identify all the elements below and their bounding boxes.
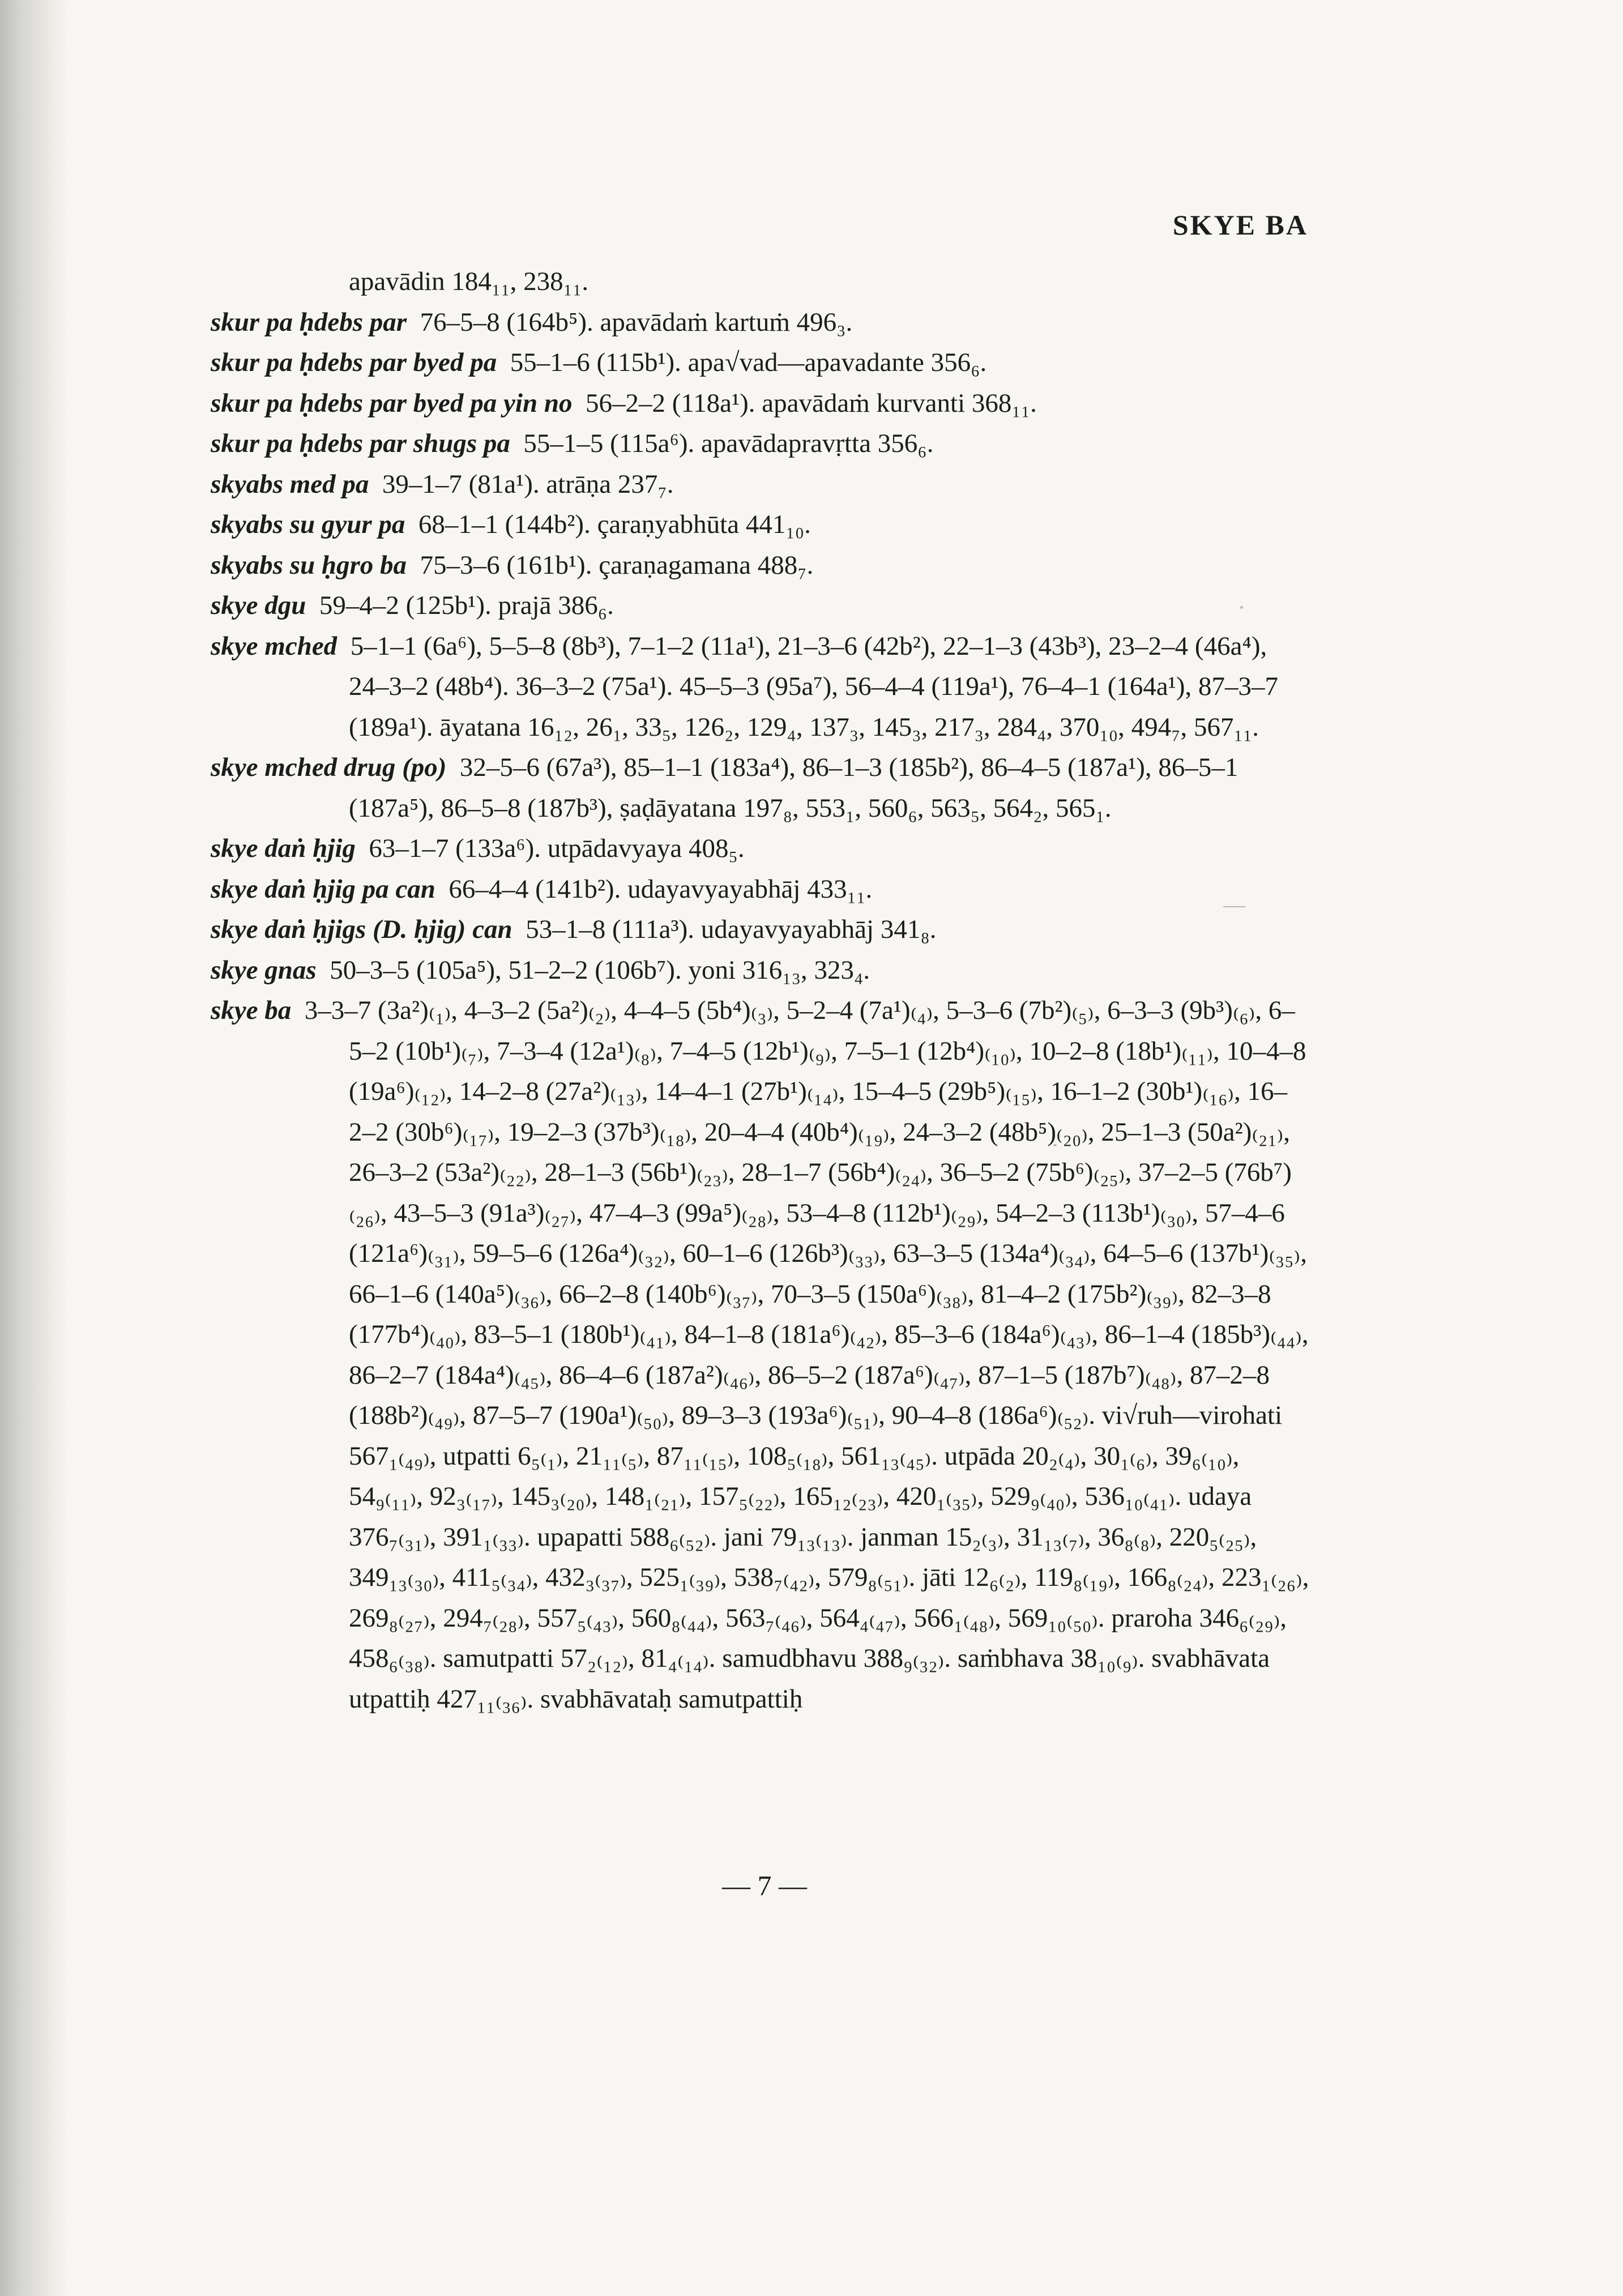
entry-text: 32–5–6 (67a³), 85–1–1 (183a⁴), 86–1–3 (185b²), 86–4–5 (187a¹), 86–5–1 (187a⁵), 86–5–8 (187b³), ṣaḍāyatana 197₈, 553₁, 560₆, 563₅, 564₂, 565₁. bbox=[349, 753, 1238, 823]
entry-headword: skye daṅ ḥjig pa can bbox=[211, 874, 435, 904]
entry-text: 63–1–7 (133a⁶). utpādavyaya 408₅. bbox=[369, 834, 745, 863]
entry-headword: skye dgu bbox=[211, 591, 306, 620]
dictionary-entry bbox=[211, 505, 1309, 545]
running-head: SKYE BA bbox=[1172, 209, 1308, 241]
entry-headword: skye mched drug (po) bbox=[211, 753, 447, 782]
entry-text: 50–3–5 (105a⁵), 51–2–2 (106b⁷). yoni 316₁₃, 323₄. bbox=[330, 955, 870, 985]
entry-headword: skyabs med pa bbox=[211, 469, 369, 499]
entry-text: 75–3–6 (161b¹). çaraṇagamana 488₇. bbox=[420, 550, 814, 580]
dictionary-entry bbox=[211, 464, 1309, 505]
dictionary-entry bbox=[211, 545, 1309, 586]
entry-headword: skur pa ḥdebs par byed pa bbox=[211, 348, 497, 377]
dictionary-entry bbox=[211, 748, 1309, 829]
entry-headword: skye gnas bbox=[211, 955, 317, 985]
binding-edge-shadow bbox=[0, 0, 68, 2296]
entry-text: 55–1–5 (115a⁶). apavādapravṛtta 356₆. bbox=[523, 429, 934, 458]
entry-headword: skye ba bbox=[211, 996, 292, 1025]
entry-text: 56–2–2 (118a¹). apavādaṁ kurvanti 368₁₁. bbox=[585, 388, 1037, 418]
entry-text: 3–3–7 (3a²)₍₁₎, 4–3–2 (5a²)₍₂₎, 4–4–5 (5b⁴)₍₃₎, 5–2–4 (7a¹)₍₄₎, 5–3–6 (7b²)₍₅₎, 6–3–3 (9b³)₍₆₎, 6–5–2 (10b¹)₍₇₎, 7–3–4 (12a¹)₍₈₎, 7–4–5 (12b¹)₍₉₎, 7–5–1 (12b⁴)₍₁₀₎, 10–2–8 (18b¹)₍₁₁₎, 10–4–8 (19a⁶)₍₁₂₎, 14–2–8 (27a²)₍₁₃₎, 14–4–1 (27b¹)₍₁₄₎, 15–4–5 (29b⁵)₍₁₅₎, 16–1–2 (30b¹)₍₁₆₎, 16–2–2 (30b⁶)₍₁₇₎, 19–2–3 (37b³)₍₁₈₎, 20–4–4 (40b⁴)₍₁₉₎, 24–3–2 (48b⁵)₍₂₀₎, 25–1–3 (50a²)₍₂₁₎, 26–3–2 (53a²)₍₂₂₎, 28–1–3 (56b¹)₍₂₃₎, 28–1–7 (56b⁴)₍₂₄₎, 36–5–2 (75b⁶)₍₂₅₎, 37–2–5 (76b⁷)₍₂₆₎, 43–5–3 (91a³)₍₂₇₎, 47–4–3 (99a⁵)₍₂₈₎, 53–4–8 (112b¹)₍₂₉₎, 54–2–3 (113b¹)₍₃₀₎, 57–4–6 (121a⁶)₍₃₁₎, 59–5–6 (126a⁴)₍₃₂₎, 60–1–6 (126b³)₍₃₃₎, 63–3–5 (134a⁴)₍₃₄₎, 64–5–6 (137b¹)₍₃₅₎, 66–1–6 (140a⁵)₍₃₆₎, 66–2–8 (140b⁶)₍₃₇₎, 70–3–5 (150a⁶)₍₃₈₎, 81–4–2 (175b²)₍₃₉₎, 82–3–8 (177b⁴)₍₄₀₎, 83–5–1 (180b¹)₍₄₁₎, 84–1–8 (181a⁶)₍₄₂₎, 85–3–6 (184a⁶)₍₄₃₎, 86–1–4 (185b³)₍₄₄₎, 86–2–7 (184a⁴)₍₄₅₎, 86–4–6 (187a²)₍₄₆₎, 86–5–2 (187a⁶)₍₄₇₎, 87–1–5 (187b⁷)₍₄₈₎, 87–2–8 (188b²)₍₄₉₎, 87–5–7 (190a¹)₍₅₀₎, 89–3–3 (193a⁶)₍₅₁₎, 90–4–8 (186a⁶)₍₅₂₎. vi√ruh—virohati 567₁₍₄₉₎, utpatti 6₅₍₁₎, 21₁₁₍₅₎, 87₁₁₍₁₅₎, 108₅₍₁₈₎, 561₁₃₍₄₅₎. utpāda 20₂₍₄₎, 30₁₍₆₎, 39₆₍₁₀₎, 54₉₍₁₁₎, 92₃₍₁₇₎, 145₃₍₂₀₎, 148₁₍₂₁₎, 157₅₍₂₂₎, 165₁₂₍₂₃₎, 420₁₍₃₅₎, 529₉₍₄₀₎, 536₁₀₍₄₁₎. udaya 376₇₍₃₁₎, 391₁₍₃₃₎. upapatti 588₆₍₅₂₎. jani 79₁₃₍₁₃₎. janman 15₂₍₃₎, 31₁₃₍₇₎, 36₈₍₈₎, 220₅₍₂₅₎, 349₁₃₍₃₀₎, 411₅₍₃₄₎, 432₃₍₃₇₎, 525₁₍₃₉₎, 538₇₍₄₂₎, 579₈₍₅₁₎. jāti 12₆₍₂₎, 119₈₍₁₉₎, 166₈₍₂₄₎, 223₁₍₂₆₎, 269₈₍₂₇₎, 294₇₍₂₈₎, 557₅₍₄₃₎, 560₈₍₄₄₎, 563₇₍₄₆₎, 564₄₍₄₇₎, 566₁₍₄₈₎, 569₁₀₍₅₀₎. praroha 346₆₍₂₉₎, 458₆₍₃₈₎. samutpatti 57₂₍₁₂₎, 81₄₍₁₄₎. samudbhavu 388₉₍₃₂₎. saṁbhava 38₁₀₍₉₎. svabhāvata utpattiḥ 427₁₁₍₃₆₎. svabhāvataḥ samutpattiḥ bbox=[304, 996, 1309, 1714]
dictionary-entry bbox=[211, 262, 1309, 302]
entry-text: apavādin 184₁₁, 238₁₁. bbox=[349, 267, 589, 296]
dictionary-entry bbox=[211, 991, 1309, 1719]
dictionary-entry bbox=[211, 586, 1309, 626]
entry-headword: skur pa ḥdebs par shugs pa bbox=[211, 429, 510, 458]
entry-headword: skye mched bbox=[211, 631, 338, 661]
dictionary-entry bbox=[211, 950, 1309, 991]
entry-text: 53–1–8 (111a³). udayavyayabhāj 341₈. bbox=[526, 915, 937, 944]
entry-headword: skye daṅ ḥjigs (D. ḥjig) can bbox=[211, 915, 512, 944]
entry-text: 66–4–4 (141b²). udayavyayabhāj 433₁₁. bbox=[449, 874, 873, 904]
entry-text: 68–1–1 (144b²). çaraṇyabhūta 441₁₀. bbox=[418, 510, 811, 539]
dictionary-entry bbox=[211, 302, 1309, 343]
entry-text: 39–1–7 (81a¹). atrāṇa 237₇. bbox=[382, 469, 674, 499]
dictionary-entries bbox=[211, 262, 1309, 1719]
entry-text: 55–1–6 (115b¹). apa√vad—apavadante 356₆. bbox=[510, 348, 987, 377]
entry-text: 5–1–1 (6a⁶), 5–5–8 (8b³), 7–1–2 (11a¹), 21–3–6 (42b²), 22–1–3 (43b³), 23–2–4 (46a⁴), 24–3–2 (48b⁴). 36–3–2 (75a¹). 45–5–3 (95a⁷), 56–4–4 (119a¹), 76–4–1 (164a¹), 87–3–7 (189a¹). āyatana 16₁₂, 26₁, 33₅, 126₂, 129₄, 137₃, 145₃, 217₃, 284₄, 370₁₀, 494₇, 567₁₁. bbox=[349, 631, 1279, 742]
entry-headword: skur pa ḥdebs par bbox=[211, 307, 407, 337]
page-number: — 7 — bbox=[722, 1870, 807, 1901]
dictionary-entry bbox=[211, 343, 1309, 383]
entry-headword: skur pa ḥdebs par byed pa yin no bbox=[211, 388, 573, 418]
dictionary-entry bbox=[211, 829, 1309, 869]
entry-text: 59–4–2 (125b¹). prajā 386₆. bbox=[319, 591, 614, 620]
dictionary-entry bbox=[211, 383, 1309, 424]
dictionary-entry bbox=[211, 910, 1309, 950]
entry-headword: skyabs su ḥgro ba bbox=[211, 550, 407, 580]
entry-headword: skyabs su gyur pa bbox=[211, 510, 405, 539]
entry-text: 76–5–8 (164b⁵). apavādaṁ kartuṁ 496₃. bbox=[420, 307, 853, 337]
dictionary-entry bbox=[211, 869, 1309, 910]
dictionary-entry bbox=[211, 626, 1309, 748]
entry-headword: skye daṅ ḥjig bbox=[211, 834, 356, 863]
dictionary-entry bbox=[211, 424, 1309, 464]
